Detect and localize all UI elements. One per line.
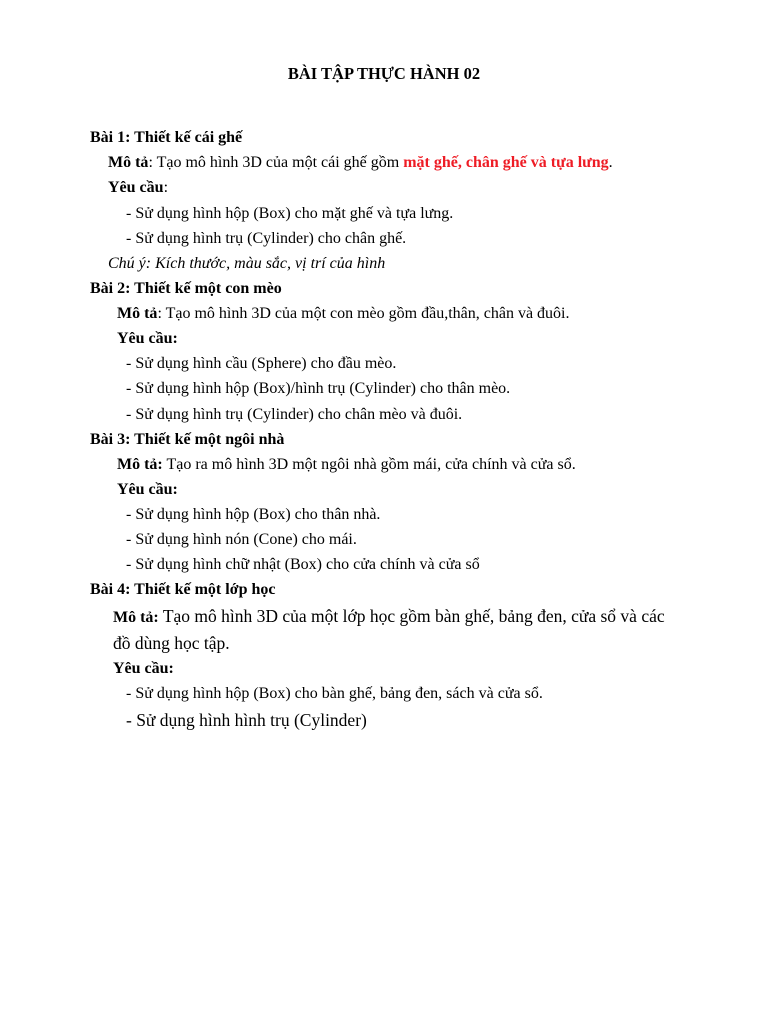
ex3-item: - Sử dụng hình nón (Cone) cho mái. <box>126 531 357 548</box>
ex3-item: - Sử dụng hình hộp (Box) cho thân nhà. <box>126 506 381 523</box>
ex4-req-label: Yêu cầu: <box>113 660 174 677</box>
ex2-req-label: Yêu cầu: <box>117 330 178 347</box>
ex2-heading: Bài 2: Thiết kế một con mèo <box>90 280 282 297</box>
ex1-req-colon: : <box>163 179 169 196</box>
ex1-item: - Sử dụng hình hộp (Box) cho mặt ghế và tựa lưng. <box>126 205 454 222</box>
ex3-item: - Sử dụng hình chữ nhật (Box) cho cửa chính và cửa sổ <box>126 556 480 573</box>
ex2-desc-label: Mô tả <box>117 305 158 322</box>
ex4-item: - Sử dụng hình hình trụ (Cylinder) <box>126 710 367 730</box>
ex1-item: - Sử dụng hình trụ (Cylinder) cho chân ghế. <box>126 230 407 247</box>
ex1-requirements <box>108 178 168 198</box>
ex2-description <box>117 304 570 324</box>
ex1-desc-end: . <box>608 154 613 171</box>
ex3-desc-text: Tạo ra mô hình 3D một ngôi nhà gồm mái, cửa chính và cửa sổ. <box>162 456 576 473</box>
ex2-item: - Sử dụng hình cầu (Sphere) cho đầu mèo. <box>126 355 397 372</box>
ex4-desc-label: Mô tả: <box>113 609 159 626</box>
ex4-item: - Sử dụng hình hộp (Box) cho bàn ghế, bảng đen, sách và cửa sổ. <box>126 685 543 702</box>
ex3-heading: Bài 3: Thiết kế một ngôi nhà <box>90 431 285 448</box>
ex1-desc-text: : Tạo mô hình 3D của một cái ghế gồm <box>148 154 404 171</box>
ex3-req-label: Yêu cầu: <box>117 481 178 498</box>
ex2-desc-text: : Tạo mô hình 3D của một con mèo gồm đầu,thân, chân và đuôi. <box>157 305 570 322</box>
ex4-heading: Bài 4: Thiết kế một lớp học <box>90 581 276 598</box>
ex3-description <box>117 455 576 475</box>
ex1-desc-label: Mô tả <box>108 154 149 171</box>
ex1-desc-highlight: mặt ghế, chân ghế và tựa lưng <box>403 154 609 171</box>
ex1-req-label: Yêu cầu <box>108 179 164 196</box>
ex2-item: - Sử dụng hình trụ (Cylinder) cho chân mèo và đuôi. <box>126 406 463 423</box>
ex1-heading: Bài 1: Thiết kế cái ghế <box>90 129 243 146</box>
ex1-description <box>108 153 613 173</box>
ex3-desc-label: Mô tả: <box>117 456 163 473</box>
ex4-desc-text: Tạo mô hình 3D của một lớp học gồm bàn ghế, bảng đen, cửa sổ và các <box>158 606 665 626</box>
ex4-desc-continuation: đồ dùng học tập. <box>113 633 230 653</box>
page-title: BÀI TẬP THỰC HÀNH 02 <box>287 64 481 83</box>
ex4-description <box>113 606 665 628</box>
ex1-note: Chú ý: Kích thước, màu sắc, vị trí của hình <box>108 255 386 272</box>
ex2-item: - Sử dụng hình hộp (Box)/hình trụ (Cylinder) cho thân mèo. <box>126 380 511 397</box>
